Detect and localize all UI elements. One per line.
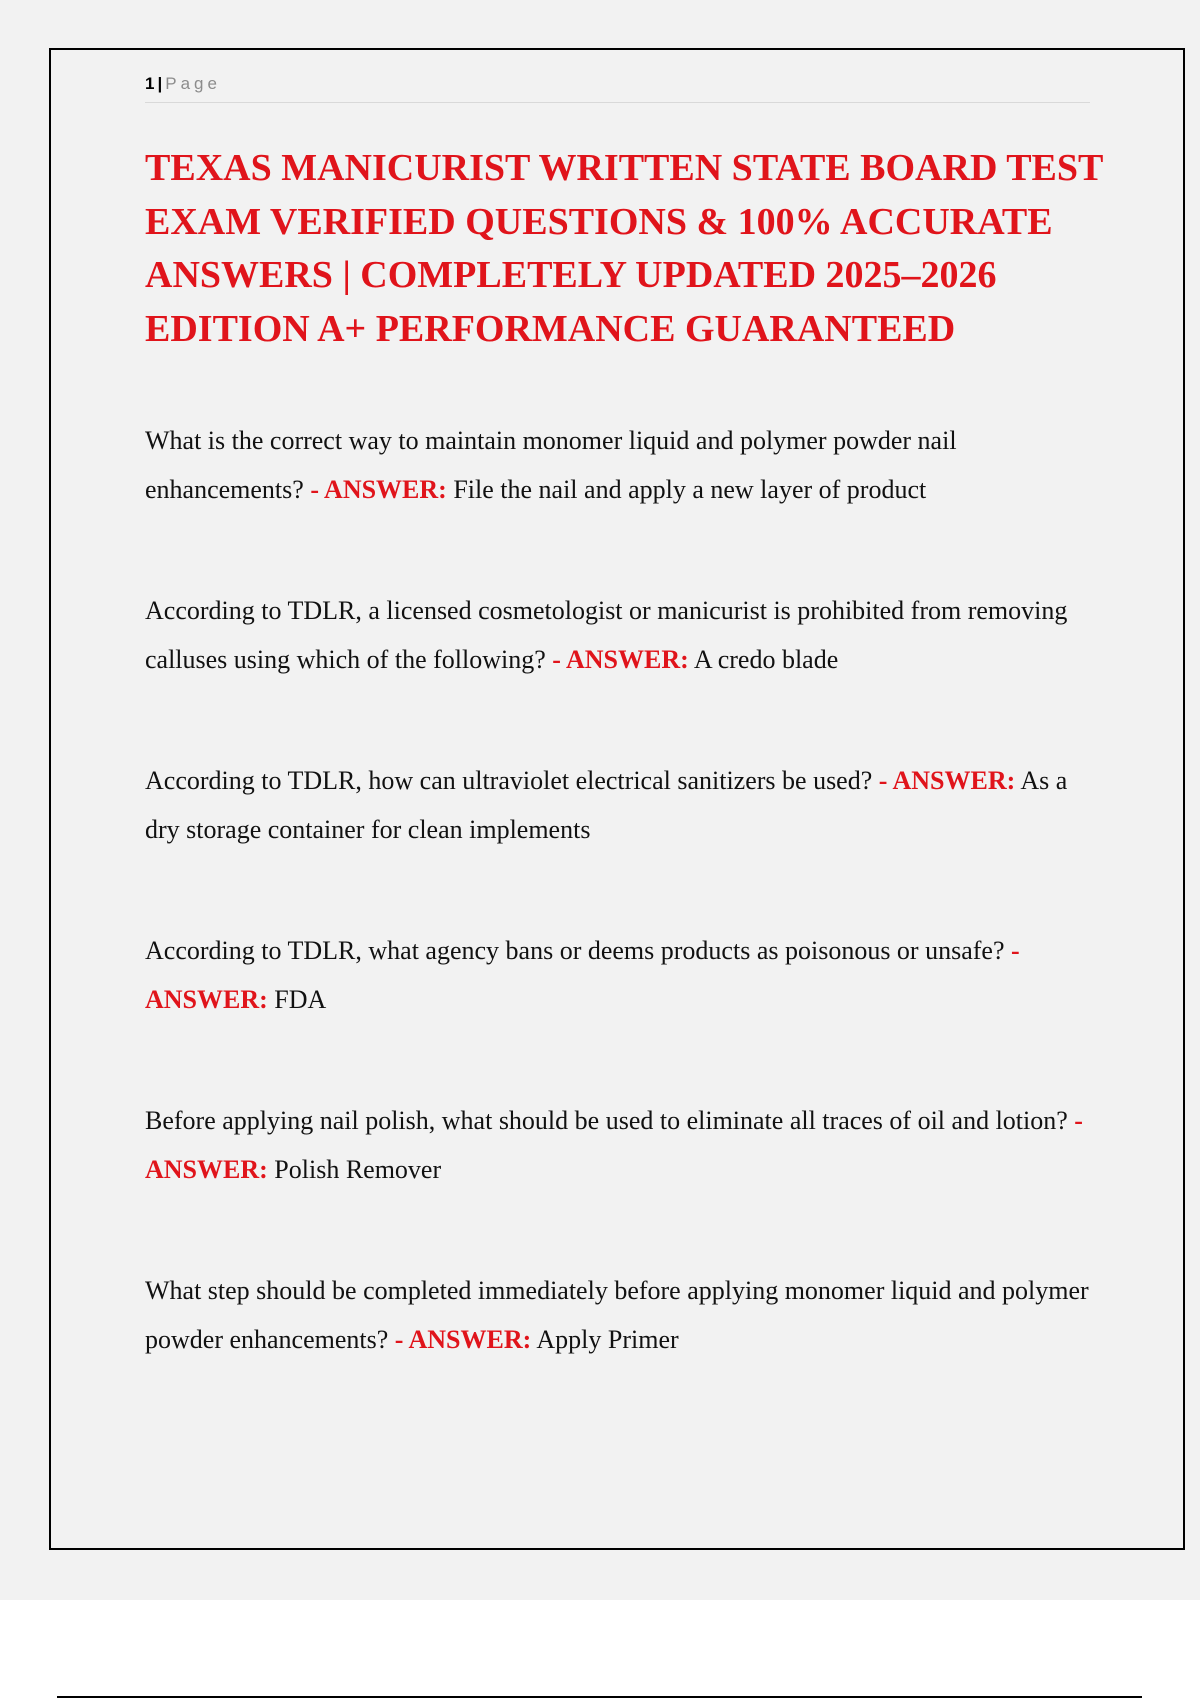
answer-text: FDA [274, 985, 327, 1014]
answer-label: - ANSWER: [394, 1325, 532, 1354]
answer-label: - ANSWER: [145, 1106, 1083, 1184]
qa-item [145, 416, 1095, 514]
question-text: According to TDLR, what agency bans or deems products as poisonous or unsafe? [145, 936, 1005, 965]
qa-list [145, 416, 1095, 1436]
header-separator: | [157, 74, 163, 93]
answer-text: Polish Remover [274, 1155, 442, 1184]
qa-item [145, 1096, 1095, 1194]
answer-text: File the nail and apply a new layer of product [453, 475, 927, 504]
question-text: Before applying nail polish, what should be used to eliminate all traces of oil and lotion? [145, 1106, 1068, 1135]
answer-text: Apply Primer [536, 1325, 679, 1354]
answer-label: - ANSWER: [310, 475, 447, 504]
page-number: 1 [145, 74, 155, 93]
document-title: TEXAS MANICURIST WRITTEN STATE BOARD TEST EXAM VERIFIED QUESTIONS & 100% ACCURATE ANSWERS | COMPLETELY UPDATED 2025–2026 EDITION A+ PERFORMANCE GUARANTEED [145, 147, 1103, 350]
qa-item [145, 1266, 1095, 1364]
question-text: What is the correct way to maintain monomer liquid and polymer powder nail enhancements? [145, 426, 957, 504]
answer-label: - ANSWER: [145, 936, 1020, 1014]
answer-text: As a dry storage container for clean implements [145, 766, 1068, 844]
qa-item [145, 926, 1095, 1024]
answer-label: - ANSWER: [552, 645, 689, 674]
answer-text: A credo blade [693, 645, 839, 674]
answer-label: - ANSWER: [878, 766, 1016, 795]
page-label: Page [165, 74, 221, 93]
question-text: What step should be completed immediately before applying monomer liquid and polymer powder enhancements? [145, 1276, 1089, 1354]
qa-item [145, 756, 1095, 854]
next-page-top-rule [57, 1696, 1142, 1698]
question-text: According to TDLR, how can ultraviolet electrical sanitizers be used? [145, 766, 873, 795]
question-text: According to TDLR, a licensed cosmetologist or manicurist is prohibited from removing calluses using which of the following? [145, 596, 1068, 674]
page-header [145, 72, 1090, 103]
qa-item [145, 586, 1095, 684]
